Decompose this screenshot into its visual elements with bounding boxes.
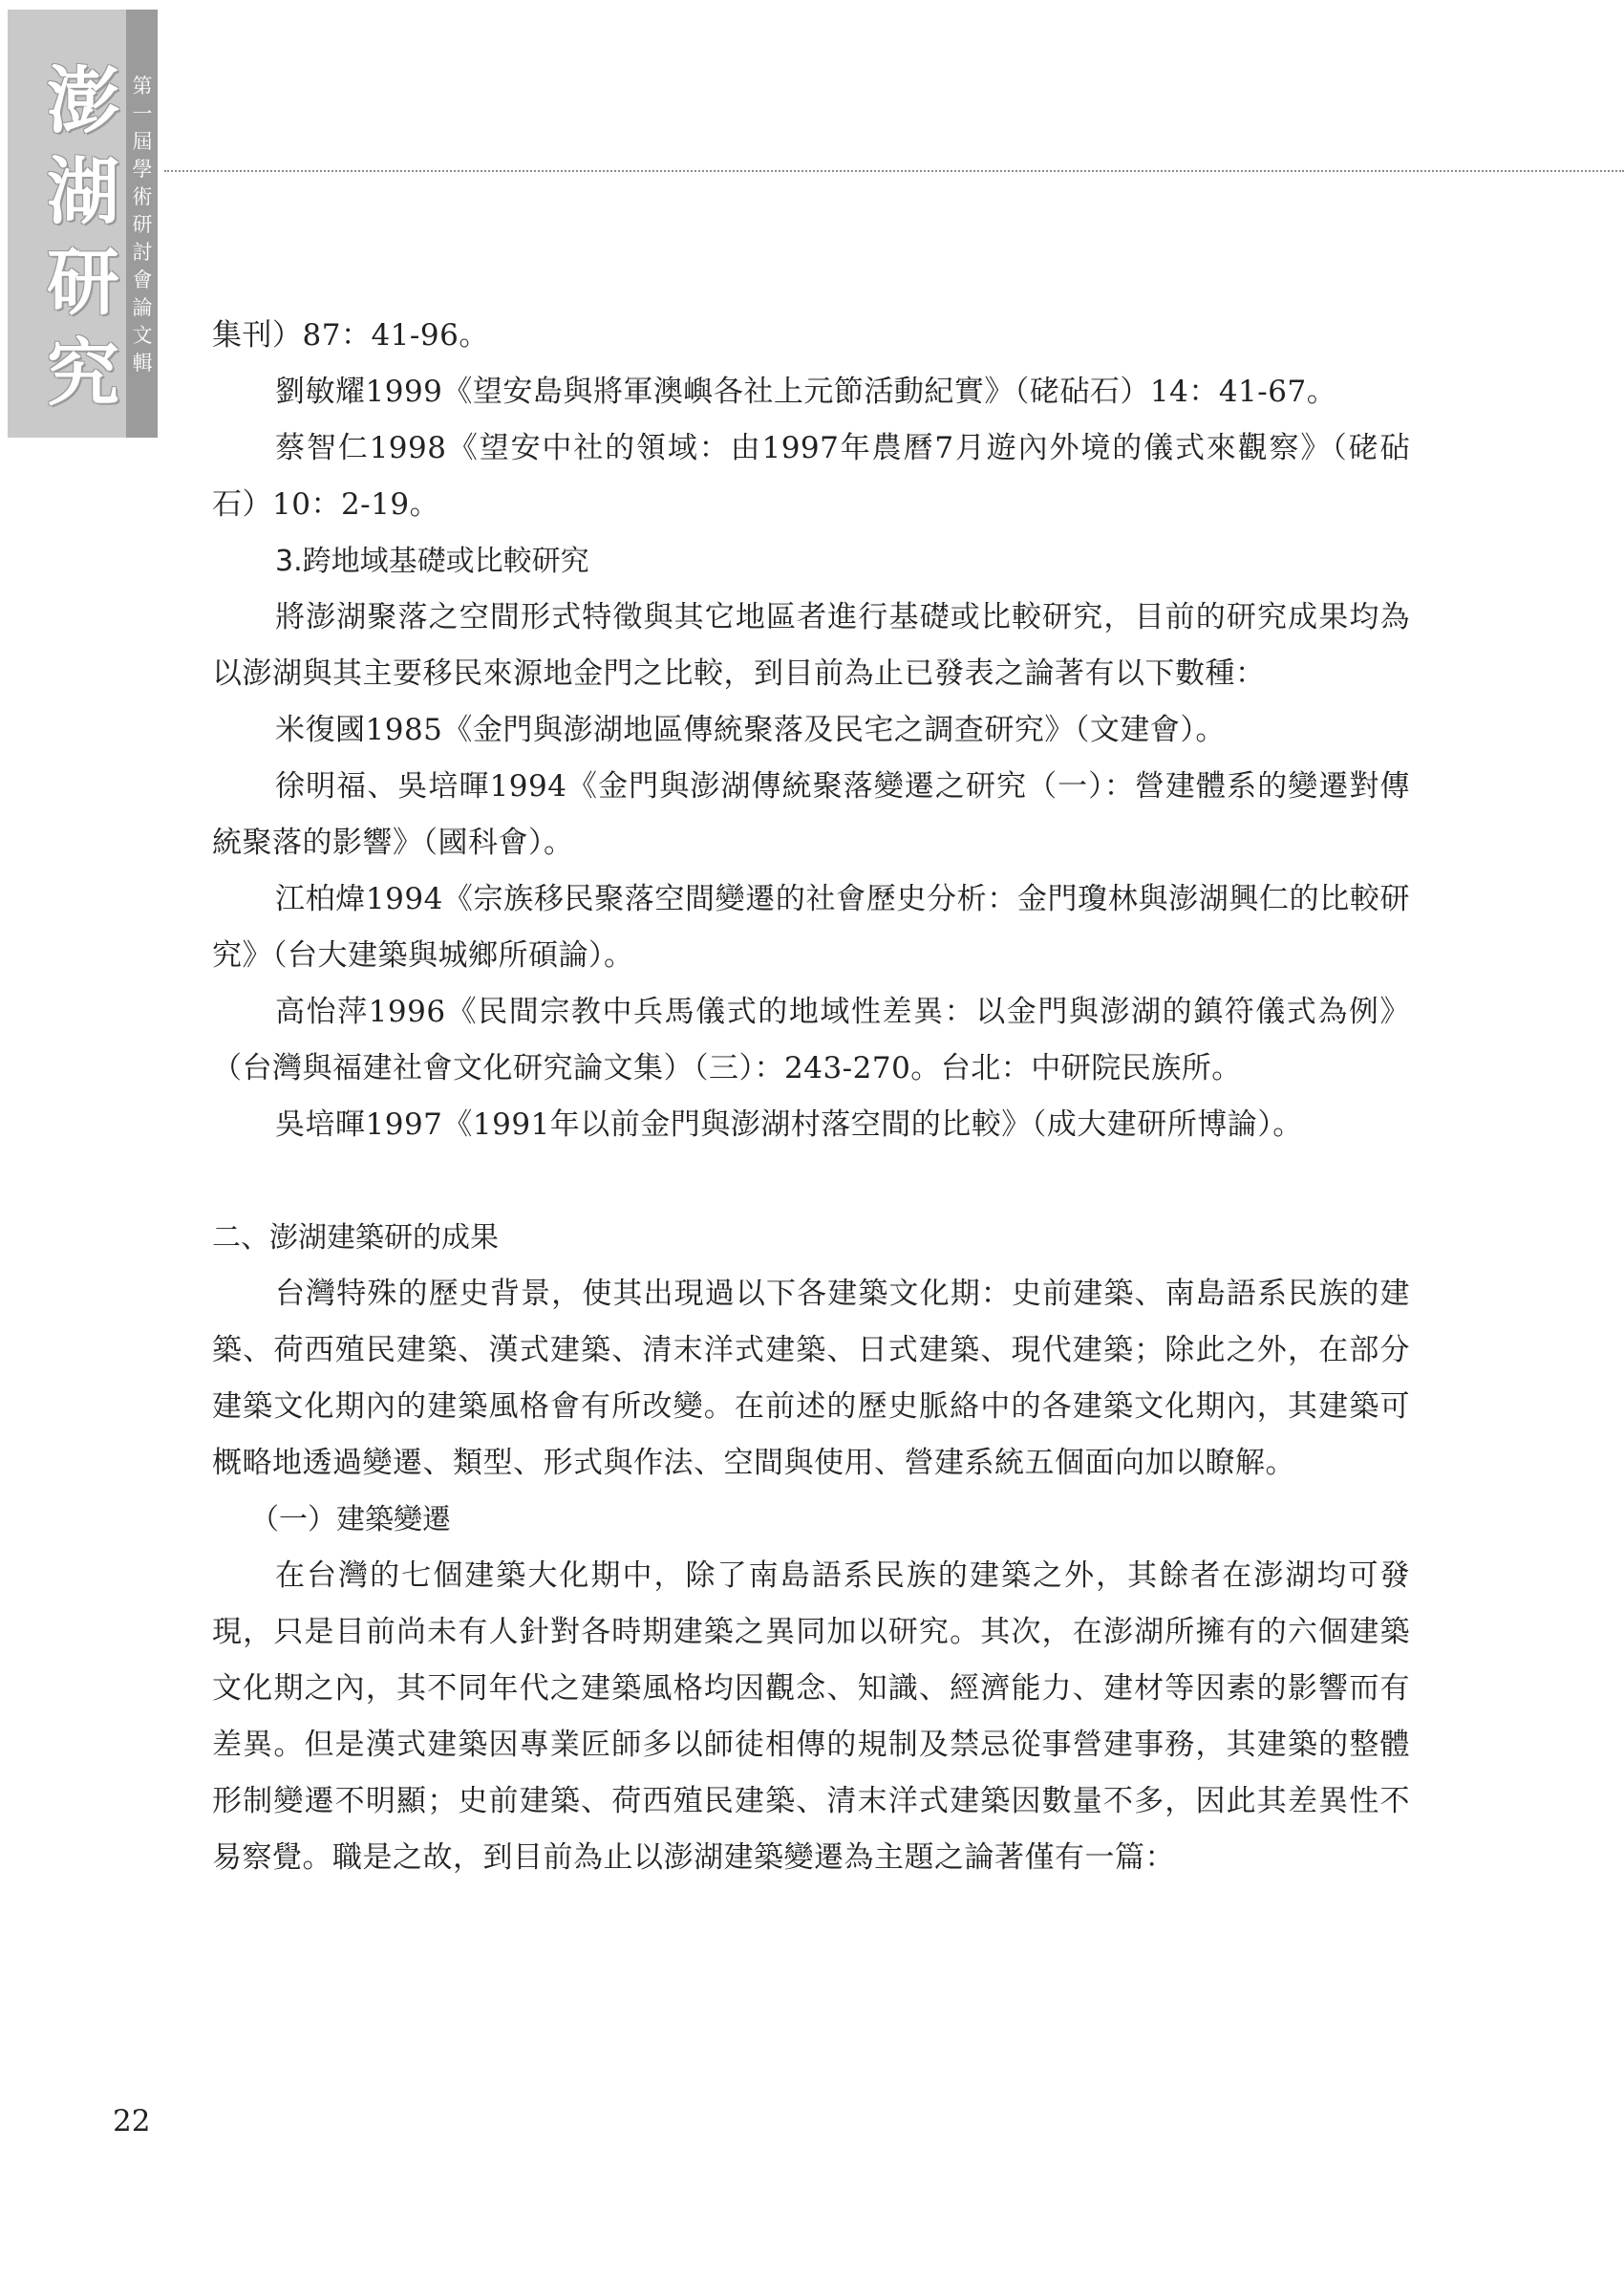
paragraph-body: 在台灣的七個建築大化期中，除了南島語系民族的建築之外，其餘者在澎湖均可發現，只是目前尚未有人針對各時期建築之異同加以研究。其次，在澎湖所擁有的六個建築文化期之內，其不同年代之建築風格均因觀念、知識、經濟能力、建材等因素的影響而有差異。但是漢式建築因專業匠師多以師徒相傳的規制及禁忌從事營建事務，其建築的整體形制變遷不明顯；史前建築、荷西殖民建築、清末洋式建築因數量不多，因此其差異性不易察覺。職是之故，到目前為止以澎湖建築變遷為主題之論著僅有一篇： <box>212 1558 1410 1875</box>
volume-title-char: 論 <box>132 296 153 319</box>
paragraph-body: 台灣特殊的歷史背景，使其出現過以下各建築文化期：史前建築、南島語系民族的建築、荷西殖民建築、漢式建築、清末洋式建築、日式建築、現代建築；除此之外，在部分建築文化期內的建築風格會有所改變。在前述的歷史脈絡中的各建築文化期內，其建築可概略地透過變遷、類型、形式與作法、空間與使用、營建系統五個面向加以瞭解。 <box>212 1277 1410 1480</box>
volume-title-char: 輯 <box>132 352 153 375</box>
volume-title-char: 術 <box>132 185 153 208</box>
paragraph-reference: 江柏煒1994《宗族移民聚落空間變遷的社會歷史分析：金門瓊林與澎湖興仁的比較研究》（台大建築與城鄉所碩論）。 <box>212 882 1410 973</box>
section-gap <box>212 1153 1410 1210</box>
section-heading-architecture-results: 二、澎湖建築研的成果 <box>212 1221 499 1255</box>
paragraph-reference: 徐明福、吳培暉1994《金門與澎湖傳統聚落變遷之研究（一）：營建體系的變遷對傳統聚落的影響》（國科會）。 <box>212 769 1410 860</box>
paragraph-reference: 吳培暉1997《1991年以前金門與澎湖村落空間的比較》（成大建研所博論）。 <box>275 1107 1303 1142</box>
journal-title <box>40 55 126 419</box>
journal-title-char: 究 <box>47 331 119 416</box>
volume-title-char: 學 <box>132 158 153 181</box>
volume-title-char: 討 <box>132 241 153 264</box>
volume-title-char: 一 <box>132 102 153 125</box>
volume-title-char: 會 <box>132 269 153 291</box>
paragraph-reference: 劉敏耀1999《望安島與將軍澳嶼各社上元節活動紀實》（硓砧石）14：41-67。 <box>275 375 1337 409</box>
paragraph-reference: 蔡智仁1998《望安中社的領域：由1997年農曆7月遊內外境的儀式來觀察》（硓砧石）10：2-19。 <box>212 431 1410 522</box>
paragraph-intro: 將澎湖聚落之空間形式特徵與其它地區者進行基礎或比較研究，目前的研究成果均為以澎湖與其主要移民來源地金門之比較，到目前為止已發表之論著有以下數種： <box>212 600 1410 691</box>
section-heading-cross-regional: 3.跨地域基礎或比較研究 <box>275 545 589 578</box>
volume-title-char: 屆 <box>132 130 153 153</box>
page-number: 22 <box>113 2104 151 2138</box>
volume-title-char: 第 <box>132 75 153 97</box>
subsection-heading-architecture-change: （一）建築變遷 <box>250 1503 451 1536</box>
journal-title-char: 澎 <box>47 58 119 143</box>
paragraph-reference: 高怡萍1996《民間宗教中兵馬儀式的地域性差異：以金門與澎湖的鎮符儀式為例》（台灣與福建社會文化研究論文集）（三）：243-270。台北：中研院民族所。 <box>212 995 1410 1085</box>
volume-title <box>132 73 153 377</box>
page-body <box>212 308 1410 1886</box>
paragraph-citation-continued: 集刊）87：41-96。 <box>212 318 489 353</box>
journal-title-char: 研 <box>47 240 119 325</box>
paragraph-reference: 米復國1985《金門與澎湖地區傳統聚落及民宅之調查研究》（文建會）。 <box>275 713 1226 747</box>
journal-title-char: 湖 <box>47 149 119 234</box>
header-dotted-rule <box>164 170 1624 172</box>
volume-title-char: 文 <box>132 324 153 347</box>
volume-title-char: 研 <box>132 213 153 236</box>
